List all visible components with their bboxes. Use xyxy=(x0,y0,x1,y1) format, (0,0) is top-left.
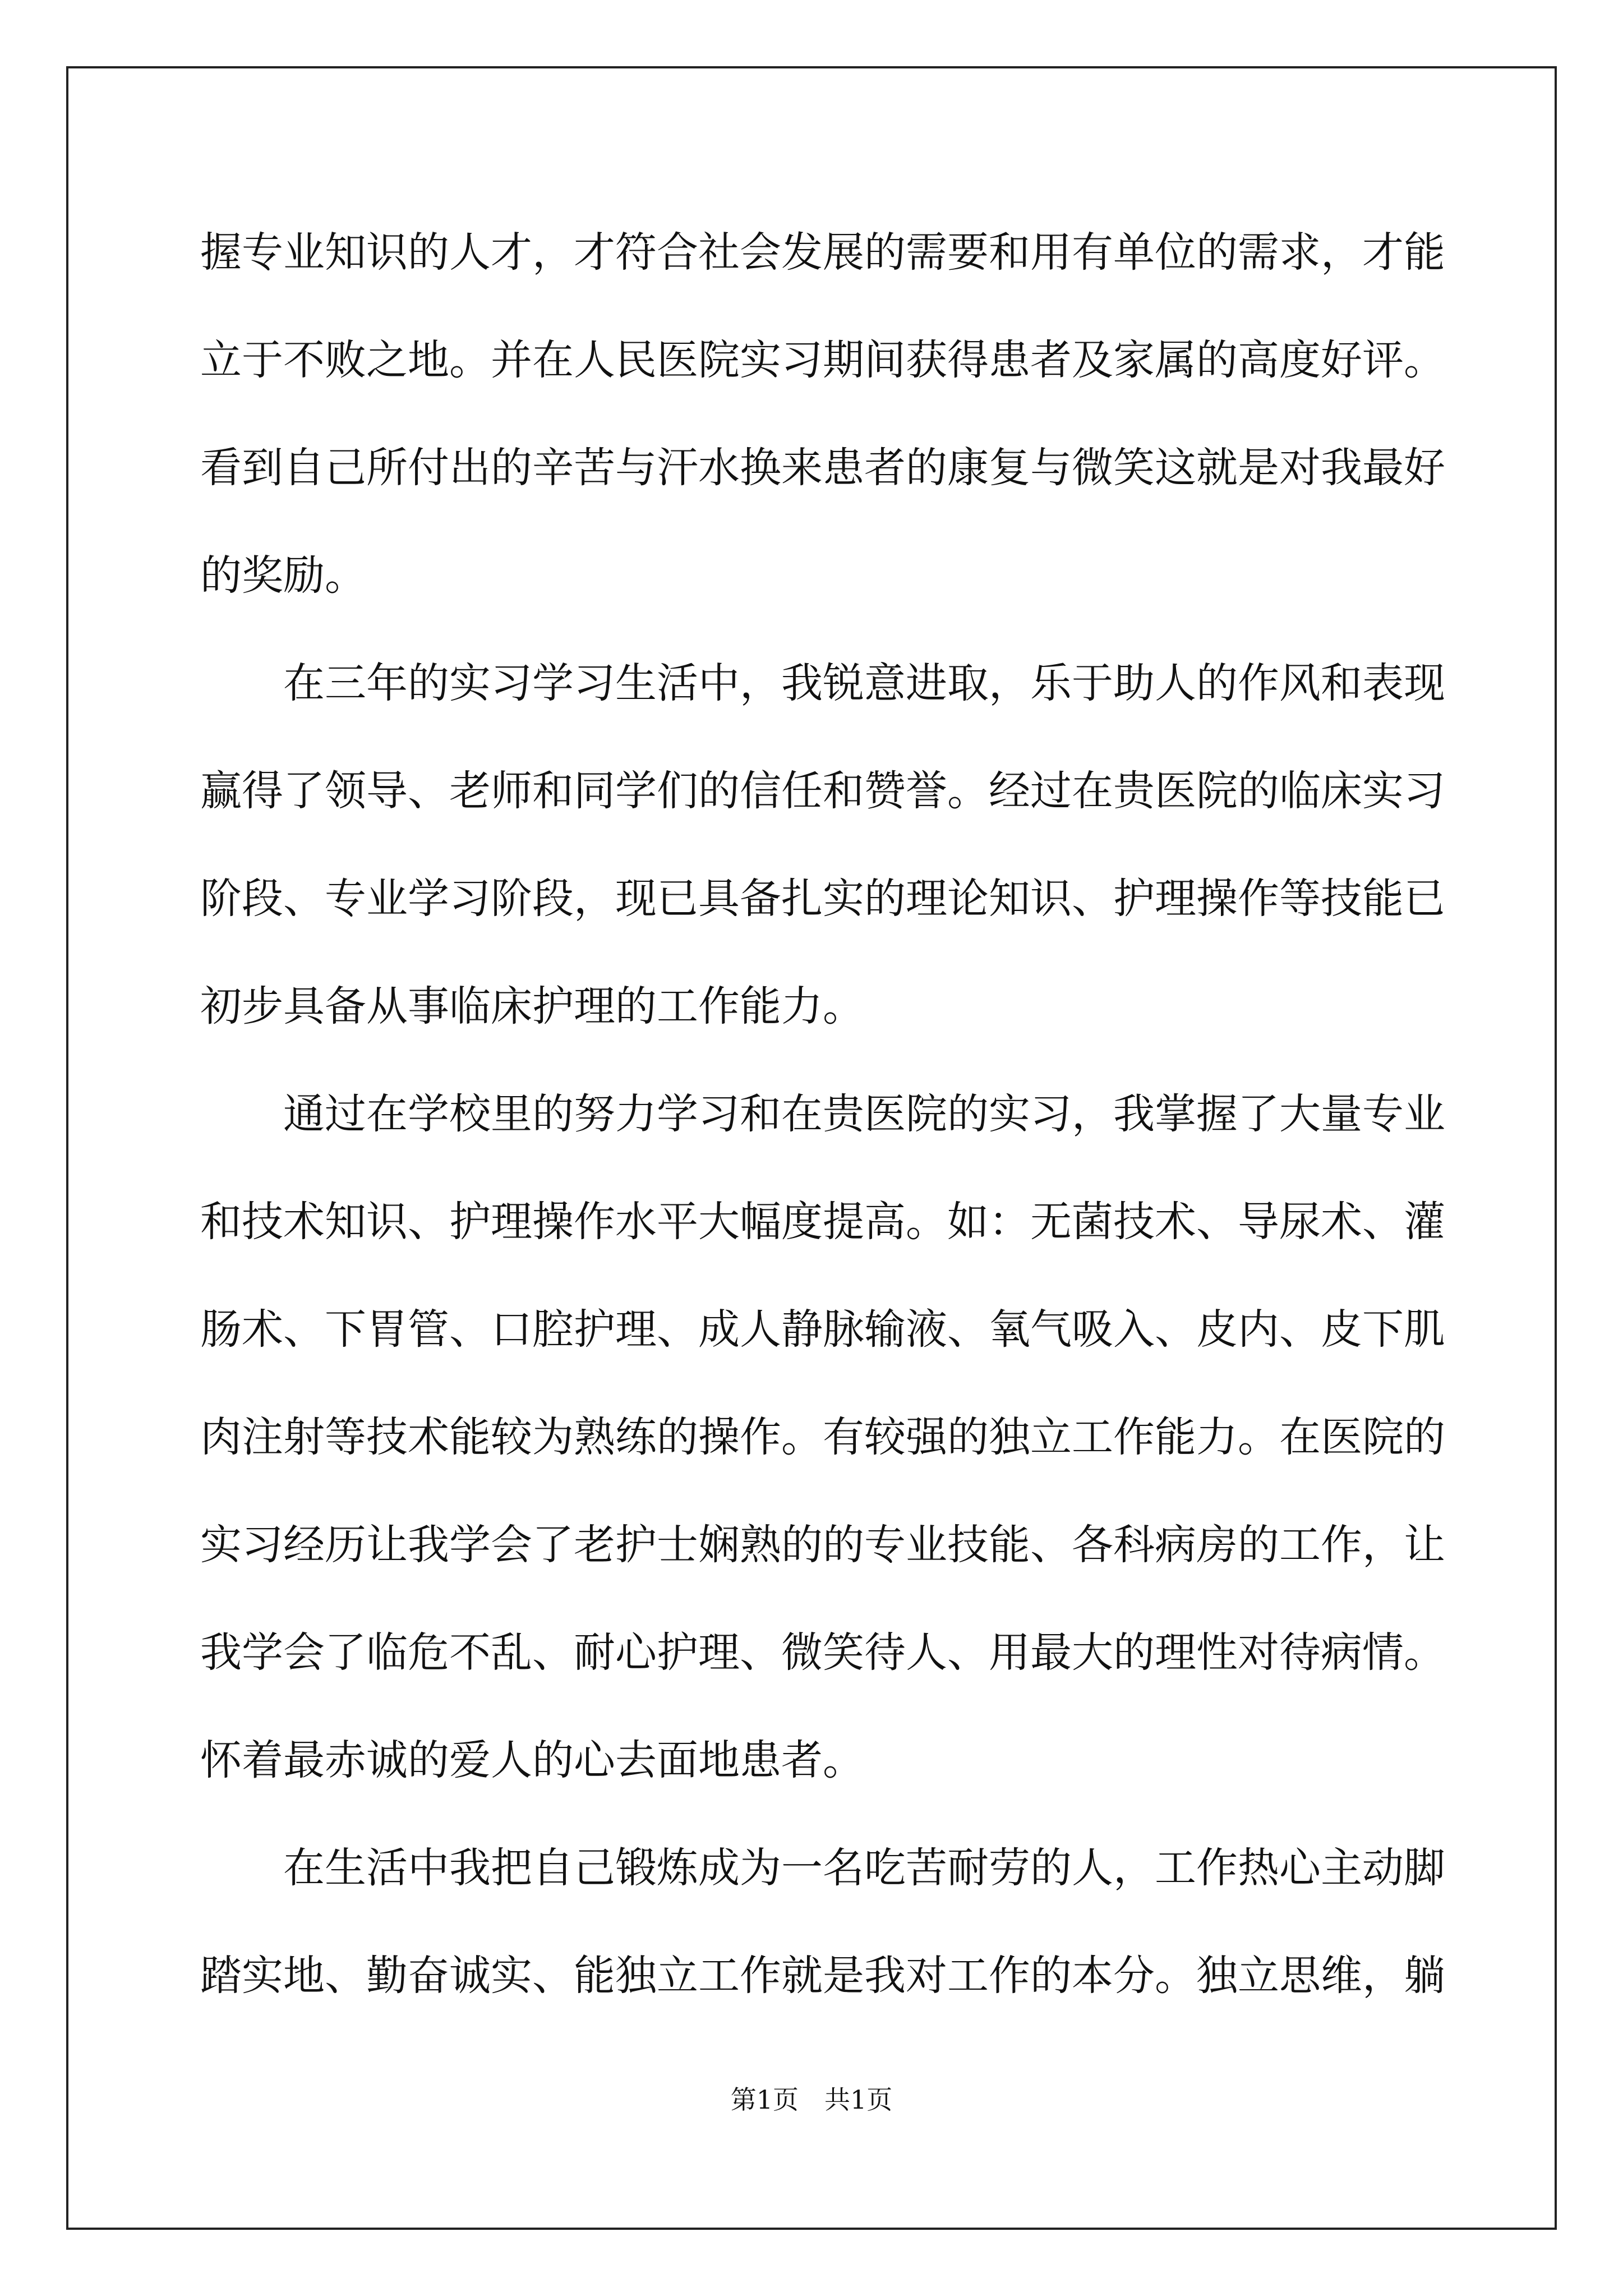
document-body xyxy=(200,199,1445,2030)
text-line: 怀着最赤诚的爱人的心去面地患者。 xyxy=(200,1736,864,1784)
text-line: 实习经历让我学会了老护士娴熟的的专业技能、各科病房的工作，让 xyxy=(200,1521,1445,1569)
text-line: 握专业知识的人才，才符合社会发展的需要和用有单位的需求，才能 xyxy=(200,228,1445,277)
page-number-footer: 第1页 共1页 xyxy=(730,2085,893,2115)
text-line: 赢得了领导、老师和同学们的信任和赞誉。经过在贵医院的临床实习 xyxy=(200,767,1445,815)
text-line: 在生活中我把自己锻炼成为一名吃苦耐劳的人，工作热心主动脚 xyxy=(283,1844,1445,1892)
text-line: 肠术、下胃管、口腔护理、成人静脉输液、氧气吸入、皮内、皮下肌 xyxy=(200,1305,1445,1354)
text-line: 阶段、专业学习阶段，现已具备扎实的理论知识、护理操作等技能已 xyxy=(200,875,1445,923)
text-line: 在三年的实习学习生活中，我锐意进取，乐于助人的作风和表现 xyxy=(283,659,1445,707)
paragraph-3 xyxy=(200,1060,1445,1814)
text-line: 我学会了临危不乱、耐心护理、微笑待人、用最大的理性对待病情。 xyxy=(200,1628,1445,1677)
text-line: 肉注射等技术能较为熟练的操作。有较强的独立工作能力。在医院的 xyxy=(200,1413,1445,1461)
paragraph-1 xyxy=(200,199,1445,629)
text-line: 的奖励。 xyxy=(200,551,366,600)
paragraph-2 xyxy=(200,629,1445,1060)
text-line: 和技术知识、护理操作水平大幅度提高。如：无菌技术、导尿术、灌 xyxy=(200,1198,1445,1246)
text-line: 初步具备从事临床护理的工作能力。 xyxy=(200,982,864,1030)
text-line: 立于不败之地。并在人民医院实习期间获得患者及家属的高度好评。 xyxy=(200,336,1445,384)
paragraph-4 xyxy=(200,1814,1445,2030)
text-line: 看到自己所付出的辛苦与汗水换来患者的康复与微笑这就是对我最好 xyxy=(200,444,1445,492)
text-line: 通过在学校里的努力学习和在贵医院的实习，我掌握了大量专业 xyxy=(283,1090,1445,1138)
text-line: 踏实地、勤奋诚实、能独立工作就是我对工作的本分。独立思维，躺 xyxy=(200,1952,1445,2000)
